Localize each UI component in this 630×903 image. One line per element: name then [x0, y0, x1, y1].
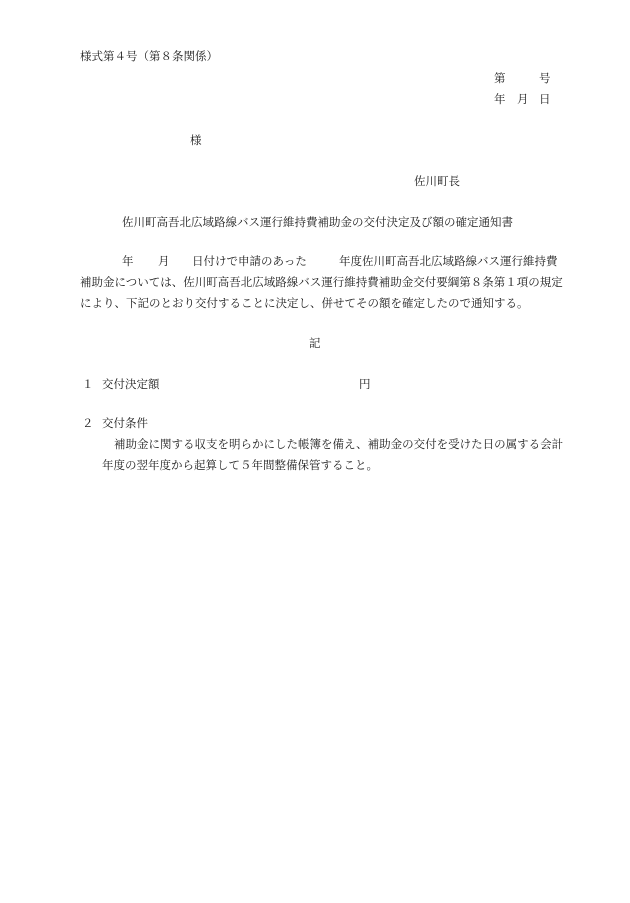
- body-line2: 補助金については、佐川町高吾北広域路線バス運行維持費補助金交付要綱第８条第１項の規定: [80, 275, 563, 289]
- item1-number: １: [82, 377, 94, 391]
- ki-heading: 記: [309, 336, 321, 350]
- date-day: 日: [539, 92, 551, 106]
- item1-unit: 円: [359, 377, 371, 391]
- body-line3: により、下記のとおり交付することに決定し、併せてその額を確定したので通知する。: [80, 296, 529, 310]
- body-line1-month: 月: [158, 254, 170, 268]
- form-label: 様式第４号（第８条関係）: [80, 49, 218, 63]
- addressee-suffix: 様: [190, 133, 202, 147]
- body-line1-applied: 日付けで申請のあった: [192, 254, 307, 268]
- item2-label: 交付条件: [102, 416, 148, 430]
- item1-label: 交付決定額: [102, 377, 160, 391]
- item2-text-line1: 補助金に関する収支を明らかにした帳簿を備え、補助金の交付を受けた日の属する会計: [114, 437, 564, 451]
- item2-text-line2: 年度の翌年度から起算して５年間整備保管すること。: [102, 458, 378, 472]
- date-month: 月: [517, 92, 529, 106]
- issuer-name: 佐川町長: [414, 174, 460, 188]
- document-number-go: 号: [539, 71, 551, 85]
- document-title: 佐川町高吾北広域路線バス運行維持費補助金の交付決定及び額の確定通知書: [122, 215, 513, 229]
- document-number-dai: 第: [494, 71, 506, 85]
- body-line1-year: 年: [122, 254, 134, 268]
- body-line1-tail: 年度佐川町高吾北広域路線バス運行維持費: [339, 254, 558, 268]
- date-year: 年: [494, 92, 506, 106]
- item2-number: ２: [82, 416, 94, 430]
